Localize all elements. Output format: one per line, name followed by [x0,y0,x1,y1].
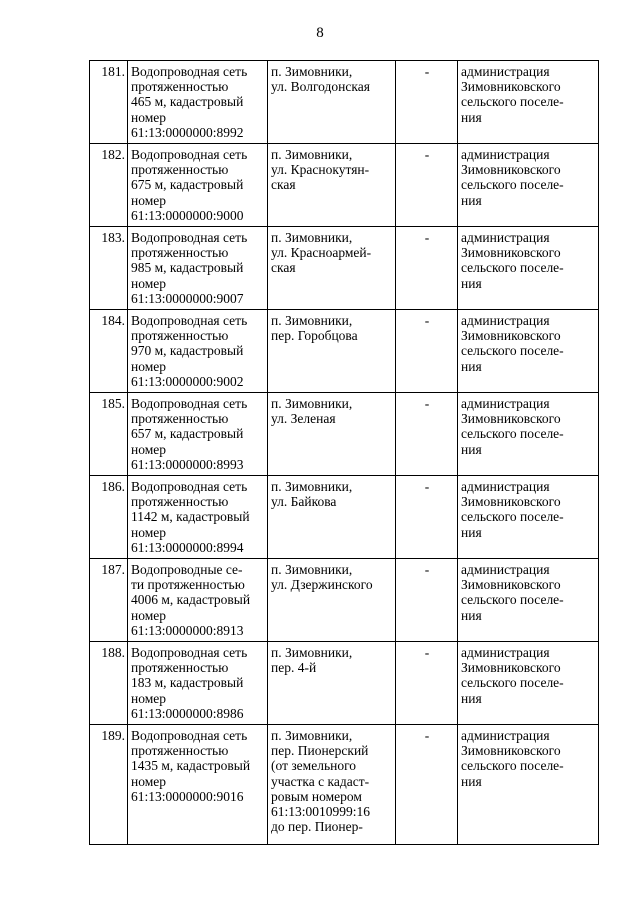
object-description: Водопроводная сеть протяженностью 1435 м, кадастровый номер 61:13:0000000:9016 [128,725,268,845]
empty-value-dash: - [396,227,458,310]
row-number: 186. [90,476,128,559]
table-row [90,61,599,144]
table-row [90,227,599,310]
empty-value-dash: - [396,476,458,559]
owner-name: администрация Зимовниковского сельского поселе- ния [458,642,599,725]
owner-name: администрация Зимовниковского сельского поселе- ния [458,61,599,144]
object-description: Водопроводная сеть протяженностью 183 м, кадастровый номер 61:13:0000000:8986 [128,642,268,725]
row-number: 189. [90,725,128,845]
table-row [90,725,599,845]
table-row [90,310,599,393]
object-description: Водопроводная сеть протяженностью 1142 м, кадастровый номер 61:13:0000000:8994 [128,476,268,559]
table-row [90,559,599,642]
table-row [90,476,599,559]
object-address: п. Зимовники, пер. Горобцова [268,310,396,393]
row-number: 183. [90,227,128,310]
object-address: п. Зимовники, ул. Зеленая [268,393,396,476]
object-address: п. Зимовники, ул. Волгодонская [268,61,396,144]
row-number: 182. [90,144,128,227]
table-row [90,642,599,725]
registry-table [89,60,599,845]
owner-name: администрация Зимовниковского сельского поселе- ния [458,227,599,310]
empty-value-dash: - [396,310,458,393]
object-address: п. Зимовники, ул. Байкова [268,476,396,559]
object-description: Водопроводная сеть протяженностью 970 м, кадастровый номер 61:13:0000000:9002 [128,310,268,393]
object-address: п. Зимовники, пер. Пионерский (от земельного участка с кадаст- ровым номером 61:13:0010999:16 до пер. Пионер- [268,725,396,845]
table-row [90,393,599,476]
row-number: 181. [90,61,128,144]
row-number: 185. [90,393,128,476]
object-address: п. Зимовники, ул. Красноармей- ская [268,227,396,310]
owner-name: администрация Зимовниковского сельского поселе- ния [458,725,599,845]
empty-value-dash: - [396,144,458,227]
object-address: п. Зимовники, ул. Краснокутян- ская [268,144,396,227]
page-number: 8 [316,25,324,41]
owner-name: администрация Зимовниковского сельского поселе- ния [458,144,599,227]
object-description: Водопроводные се- ти протяженностью 4006 м, кадастровый номер 61:13:0000000:8913 [128,559,268,642]
empty-value-dash: - [396,61,458,144]
object-description: Водопроводная сеть протяженностью 985 м, кадастровый номер 61:13:0000000:9007 [128,227,268,310]
object-description: Водопроводная сеть протяженностью 465 м, кадастровый номер 61:13:0000000:8992 [128,61,268,144]
object-description: Водопроводная сеть протяженностью 675 м, кадастровый номер 61:13:0000000:9000 [128,144,268,227]
owner-name: администрация Зимовниковского сельского поселе- ния [458,476,599,559]
empty-value-dash: - [396,393,458,476]
row-number: 184. [90,310,128,393]
object-address: п. Зимовники, ул. Дзержинского [268,559,396,642]
empty-value-dash: - [396,642,458,725]
table-row [90,144,599,227]
owner-name: администрация Зимовниковского сельского поселе- ния [458,393,599,476]
object-address: п. Зимовники, пер. 4-й [268,642,396,725]
object-description: Водопроводная сеть протяженностью 657 м, кадастровый номер 61:13:0000000:8993 [128,393,268,476]
row-number: 187. [90,559,128,642]
row-number: 188. [90,642,128,725]
empty-value-dash: - [396,559,458,642]
owner-name: администрация Зимовниковского сельского поселе- ния [458,559,599,642]
owner-name: администрация Зимовниковского сельского поселе- ния [458,310,599,393]
empty-value-dash: - [396,725,458,845]
